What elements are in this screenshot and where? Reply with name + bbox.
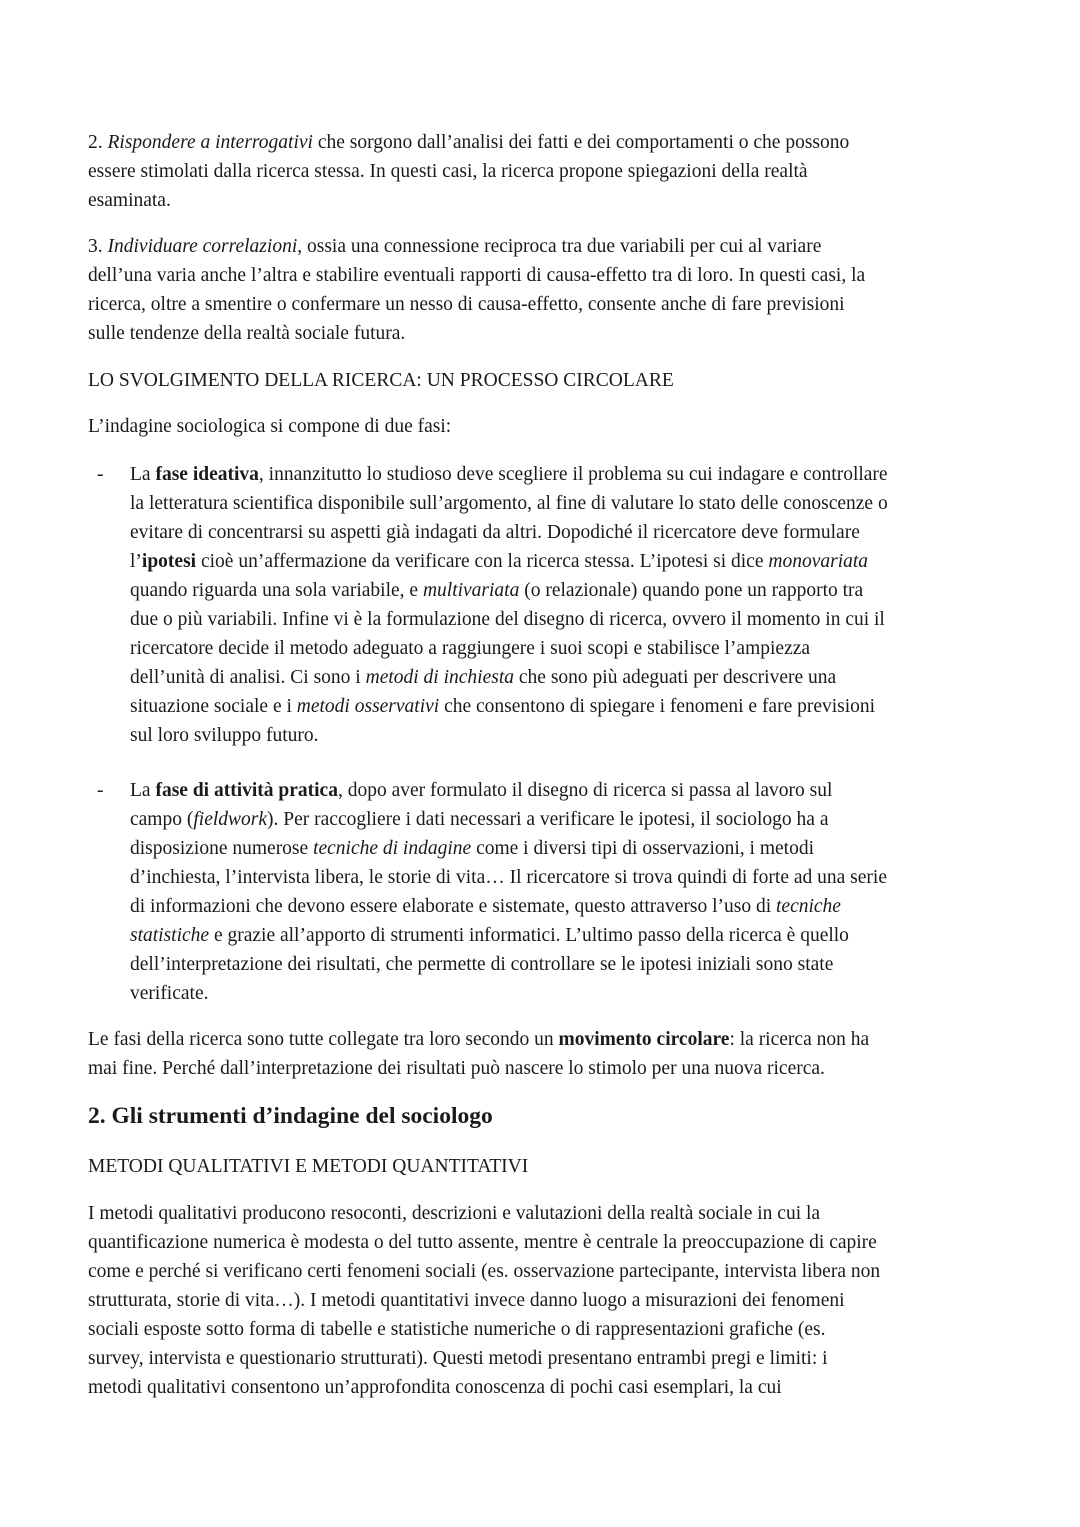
- text-run: d’inchiesta, l’intervista libera, le storie di vita… Il ricercatore si trova quindi di forte ad una serie: [130, 867, 887, 888]
- text-run: La: [130, 464, 156, 485]
- text-run: la letteratura scientifica disponibile sull’argomento, al fine di valutare lo stato delle conoscenze o: [130, 493, 888, 514]
- text-run: come e perché si verificano certi fenomeni sociali (es. osservazione partecipante, intervista libera non: [88, 1261, 881, 1282]
- text-line: [130, 518, 988, 547]
- text-run: survey, intervista e questionario strutturati). Questi metodi presentano entrambi pregi e limiti: i: [88, 1348, 828, 1369]
- text-run: verificate.: [130, 983, 209, 1004]
- section-heading-strumenti: 2. Gli strumenti d’indagine del sociologo: [88, 1103, 493, 1129]
- text-run: metodi qualitativi consentono un’approfondita conoscenza di pochi casi esemplari, la cui: [88, 1377, 782, 1398]
- text-run: situazione sociale e i: [130, 696, 297, 717]
- italic-text: monovariata: [768, 551, 869, 572]
- text-line: [88, 157, 988, 186]
- italic-text: fieldwork: [193, 809, 268, 830]
- text-run: l’: [130, 551, 142, 572]
- text-run: evitare di concentrarsi su aspetti già indagati da altri. Dopodiché il ricercatore deve formulare: [130, 522, 860, 543]
- text-run: esaminata.: [88, 190, 171, 211]
- text-run: sociali esposte sotto forma di tabelle e statistiche numeriche o di rappresentazioni grafiche (es.: [88, 1319, 826, 1340]
- subheading-processo-circolare: LO SVOLGIMENTO DELLA RICERCA: UN PROCESSO CIRCOLARE: [88, 370, 674, 391]
- text-run: dell’una varia anche l’altra e stabilire eventuali rapporti di causa-effetto tra di loro. In questi casi, la: [88, 265, 866, 286]
- text-run: cioè un’affermazione da verificare con la ricerca stessa. L’ipotesi si dice: [196, 551, 769, 572]
- italic-text: metodi osservativi: [296, 696, 440, 717]
- bold-text: fase ideativa: [155, 464, 259, 485]
- text-line: [130, 721, 988, 750]
- text-line: [130, 892, 988, 921]
- text-line: [130, 489, 988, 518]
- text-line: [130, 634, 988, 663]
- bold-text: fase di attività pratica: [155, 780, 338, 801]
- fase-pratica-text: [130, 776, 988, 1008]
- paragraph-point-2: [88, 128, 988, 215]
- text-run: 3.: [88, 236, 108, 257]
- text-run: disposizione numerose: [130, 838, 314, 859]
- text-line: [88, 1228, 988, 1257]
- text-line: [88, 261, 988, 290]
- text-run: e grazie all’apporto di strumenti informatici. L’ultimo passo della ricerca è quello: [209, 925, 849, 946]
- text-line: [88, 1054, 988, 1083]
- text-line: [88, 290, 988, 319]
- bold-text: ipotesi: [141, 551, 197, 572]
- intro-fasi: L’indagine sociologica si compone di due fasi:: [88, 416, 452, 437]
- text-run: come i diversi tipi di osservazioni, i metodi: [471, 838, 814, 859]
- text-line: [88, 232, 988, 261]
- text-line: [130, 834, 988, 863]
- text-line: [130, 979, 988, 1008]
- text-run: , innanzitutto lo studioso deve scegliere il problema su cui indagare e controllare: [258, 464, 888, 485]
- text-run: strutturata, storie di vita…). I metodi quantitativi invece danno luogo a misurazioni dei fenomeni: [88, 1290, 845, 1311]
- bullet-dash: -: [97, 464, 104, 485]
- text-line: [130, 605, 988, 634]
- text-run: , ossia una connessione reciproca tra due variabili per cui al variare: [297, 236, 822, 257]
- text-line: [88, 1373, 988, 1402]
- text-run: (o relazionale) quando pone un rapporto tra: [519, 580, 864, 601]
- paragraph-metodi: [88, 1199, 988, 1402]
- text-run: ricerca, oltre a smentire o confermare un nesso di causa-effetto, consente anche di fare previsioni: [88, 294, 845, 315]
- text-line: [130, 805, 988, 834]
- bullet-dash: -: [97, 780, 104, 801]
- text-line: [88, 1344, 988, 1373]
- text-run: che sorgono dall’analisi dei fatti e dei comportamenti o che possono: [312, 132, 850, 153]
- text-line: [130, 460, 988, 489]
- fase-ideativa-text: [130, 460, 988, 750]
- italic-text: tecniche di indagine: [313, 838, 472, 859]
- italic-text: multivariata: [422, 580, 520, 601]
- text-run: sul loro sviluppo futuro.: [130, 725, 319, 746]
- text-run: sulle tendenze della realtà sociale futura.: [88, 323, 406, 344]
- text-run: I metodi qualitativi producono resoconti, descrizioni e valutazioni della realtà sociale in cui la: [88, 1203, 821, 1224]
- text-run: che sono più adeguati per descrivere una: [514, 667, 837, 688]
- text-run: quando riguarda una sola variabile, e: [130, 580, 423, 601]
- paragraph-point-3: [88, 232, 988, 348]
- text-run: che consentono di spiegare i fenomeni e fare previsioni: [439, 696, 876, 717]
- italic-text: Individuare correlazioni: [107, 236, 298, 257]
- subheading-metodi: METODI QUALITATIVI E METODI QUANTITATIVI: [88, 1156, 529, 1177]
- list-item-fase-ideativa: [88, 460, 988, 750]
- text-run: quantificazione numerica è modesta o del tutto assente, mentre è centrale la preoccupazione di capire: [88, 1232, 877, 1253]
- italic-text: statistiche: [130, 925, 210, 946]
- text-line: [88, 1286, 988, 1315]
- text-run: di informazioni che devono essere elaborate e sistemate, questo attraverso l’uso di: [130, 896, 776, 917]
- text-line: [130, 576, 988, 605]
- paragraph-movimento-circolare: [88, 1025, 988, 1083]
- list-item-fase-pratica: [88, 776, 988, 1008]
- text-line: [88, 319, 988, 348]
- text-run: , dopo aver formulato il disegno di ricerca si passa al lavoro sul: [337, 780, 833, 801]
- text-run: mai fine. Perché dall’interpretazione dei risultati può nascere lo stimolo per una nuova ricerca.: [88, 1058, 825, 1079]
- italic-text: Rispondere a interrogativi: [107, 132, 313, 153]
- text-run: ricercatore decide il metodo adeguato a raggiungere i suoi scopi e stabilisce l’ampiezza: [130, 638, 811, 659]
- text-line: [130, 863, 988, 892]
- text-line: [130, 663, 988, 692]
- text-run: ). Per raccogliere i dati necessari a verificare le ipotesi, il sociologo ha a: [267, 809, 829, 830]
- text-line: [130, 776, 988, 805]
- text-run: due o più variabili. Infine vi è la formulazione del disegno di ricerca, ovvero il momento in cui il: [130, 609, 885, 630]
- text-line: [130, 921, 988, 950]
- text-run: dell’interpretazione dei risultati, che permette di controllare se le ipotesi iniziali sono state: [130, 954, 834, 975]
- text-run: : la ricerca non ha: [729, 1029, 870, 1050]
- text-line: [88, 1199, 988, 1228]
- text-line: [88, 1257, 988, 1286]
- text-run: essere stimolati dalla ricerca stessa. In questi casi, la ricerca propone spiegazioni della realtà: [88, 161, 808, 182]
- text-line: [130, 547, 988, 576]
- italic-text: tecniche: [776, 896, 841, 917]
- text-line: [88, 128, 988, 157]
- text-run: campo (: [130, 809, 194, 830]
- text-run: Le fasi della ricerca sono tutte collegate tra loro secondo un: [88, 1029, 559, 1050]
- text-line: [130, 692, 988, 721]
- bold-text: movimento circolare: [558, 1029, 730, 1050]
- text-run: La: [130, 780, 156, 801]
- text-line: [88, 1315, 988, 1344]
- italic-text: metodi di inchiesta: [365, 667, 515, 688]
- text-line: [88, 186, 988, 215]
- text-line: [88, 1025, 988, 1054]
- text-line: [130, 950, 988, 979]
- text-run: dell’unità di analisi. Ci sono i: [130, 667, 366, 688]
- text-run: 2.: [88, 132, 108, 153]
